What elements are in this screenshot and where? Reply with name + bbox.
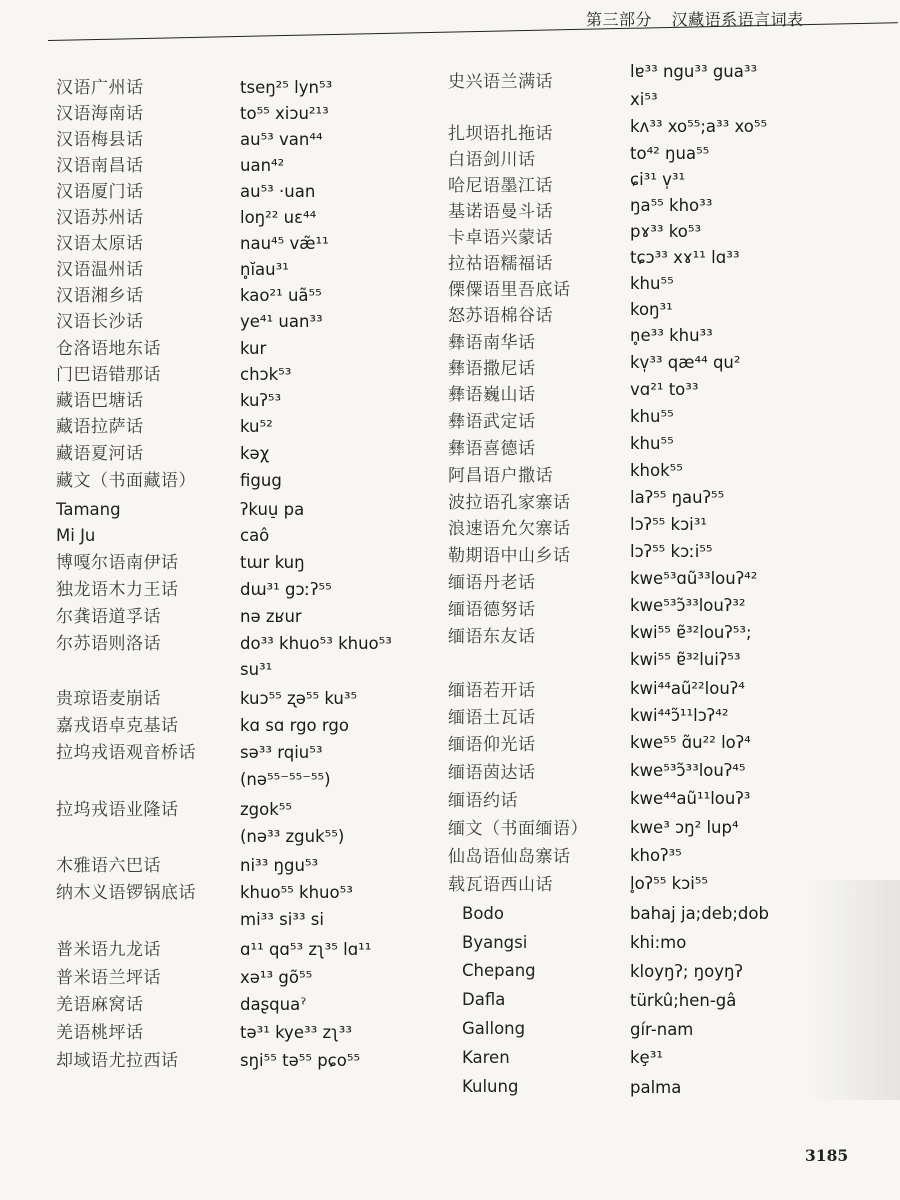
language-name: 汉语南昌话 — [56, 156, 144, 176]
language-name: 羌语桃坪话 — [56, 1023, 144, 1043]
word-form: l̥oʔ⁵⁵ kɔi⁵⁵ — [630, 874, 709, 893]
word-form: kwe⁵³ɔ̃³³louʔ⁴⁵ — [630, 761, 746, 780]
word-form: kv̩³³ qæ⁴⁴ qu² — [630, 353, 741, 372]
word-form: kwi⁴⁴aũ²²louʔ⁴ — [630, 679, 745, 698]
word-form: ɑ¹¹ qɑ⁵³ zʅ³⁵ lɑ¹¹ — [240, 940, 372, 959]
language-name: 尔龚语道孚话 — [56, 607, 161, 627]
word-form: kʌ³³ xo⁵⁵;a³³ xo⁵⁵ — [630, 117, 768, 136]
word-form: dɯ³¹ gɔːʔ⁵⁵ — [240, 580, 332, 599]
language-name: 藏语夏河话 — [56, 444, 144, 464]
word-form: xə¹³ gõ⁵⁵ — [240, 968, 313, 987]
word-form: kao²¹ uã⁵⁵ — [240, 286, 322, 305]
language-name: 缅语土瓦话 — [448, 708, 536, 728]
word-form-continued: xi⁵³ — [630, 90, 658, 109]
word-form: khu⁵⁵ — [630, 407, 674, 426]
language-name: 拉坞戎语业隆话 — [56, 800, 179, 820]
word-form: kɑ sɑ rgo rgo — [240, 716, 349, 735]
language-name: 勒期语中山乡话 — [448, 546, 571, 566]
word-form: kwi⁴⁴ɔ̃¹¹lɔʔ⁴² — [630, 706, 729, 725]
word-form: nau⁴⁵ væ̃¹¹ — [240, 234, 329, 253]
word-form: ni³³ ŋgu⁵³ — [240, 856, 319, 875]
word-form: khoʔ³⁵ — [630, 846, 682, 865]
language-name: 史兴语兰满话 — [448, 72, 553, 92]
language-name: 基诺语曼斗话 — [448, 202, 553, 222]
language-name: 阿昌语户撒话 — [448, 466, 553, 486]
word-form: tseŋ²⁵ lyn⁵³ — [240, 78, 333, 97]
language-name: 拉坞戎语观音桥话 — [56, 743, 196, 763]
word-form: au⁵³ ·uan — [240, 182, 316, 201]
word-form: zgok⁵⁵ — [240, 800, 293, 819]
language-name: 尔苏语则洛话 — [56, 634, 161, 654]
language-name: Tamang — [56, 500, 121, 519]
language-name: 汉语梅县话 — [56, 130, 144, 150]
word-form: türkû;hen-gâ — [630, 991, 737, 1010]
language-name: Byangsi — [462, 933, 528, 952]
word-form: kwe⁵³ɑũ³³louʔ⁴² — [630, 569, 758, 588]
word-form: laʔ⁵⁵ ŋauʔ⁵⁵ — [630, 488, 725, 507]
word-form: daʂquaˀ — [240, 995, 307, 1014]
language-name: 缅语东友话 — [448, 627, 536, 647]
language-name: 汉语长沙话 — [56, 312, 144, 332]
language-name: Dafla — [462, 990, 506, 1009]
word-form: n̥e³³ khu³³ — [630, 326, 713, 345]
word-form: tɕɔ³³ xɤ¹¹ lɑ³³ — [630, 248, 740, 267]
word-form: kwi⁵⁵ ɐ̃³²louʔ⁵³; — [630, 623, 752, 642]
language-name: 嘉戎语卓克基话 — [56, 716, 179, 736]
word-form-variant: (nə⁵⁵⁻⁵⁵⁻⁵⁵) — [240, 770, 331, 789]
language-name: 藏语巴塘话 — [56, 391, 144, 411]
language-name: 扎坝语扎拖话 — [448, 124, 553, 144]
language-name: 却域语尤拉西话 — [56, 1051, 179, 1071]
word-form: au⁵³ van⁴⁴ — [240, 130, 323, 149]
language-name: 哈尼语墨江话 — [448, 176, 553, 196]
language-name: Karen — [462, 1048, 510, 1067]
language-name: 缅语茵达话 — [448, 763, 536, 783]
word-form: chɔk⁵³ — [240, 365, 292, 384]
language-name: Kulung — [462, 1077, 519, 1096]
language-name: 缅语德努话 — [448, 600, 536, 620]
word-form: tɯr kuŋ — [240, 553, 305, 572]
word-form: ɕi³¹ v̩³¹ — [630, 170, 686, 189]
word-form: to⁴² ŋua⁵⁵ — [630, 144, 710, 163]
word-form: sə³³ rqiu⁵³ — [240, 743, 323, 762]
language-name: 波拉语孔家寨话 — [448, 493, 571, 513]
language-name: 纳木义语锣锅底话 — [56, 883, 196, 903]
language-name: 载瓦语西山话 — [448, 875, 553, 895]
word-form-continued: kwi⁵⁵ ɐ̃³²luiʔ⁵³ — [630, 650, 741, 669]
word-form-continued: su³¹ — [240, 660, 273, 679]
right-form-column — [630, 60, 830, 1110]
language-name: 贵琼语麦崩话 — [56, 689, 161, 709]
left-language-column — [56, 76, 241, 1086]
word-form: do³³ khuo⁵³ khuo⁵³ — [240, 634, 392, 653]
word-form: koŋ³¹ — [630, 300, 673, 319]
word-form: n̥ĭau³¹ — [240, 260, 289, 279]
word-form-variant: (nə³³ zguk⁵⁵) — [240, 827, 345, 846]
word-form: kȩ³¹ — [630, 1048, 663, 1067]
language-name: 缅语丹老话 — [448, 573, 536, 593]
language-name: 汉语广州话 — [56, 78, 144, 98]
word-form: palma — [630, 1078, 682, 1097]
language-name: 拉祜语糯福话 — [448, 254, 553, 274]
header-title: 汉藏语系语言词表 — [671, 10, 804, 29]
word-form: gír-nam — [630, 1020, 694, 1039]
word-form: kur — [240, 339, 267, 358]
word-form: lɔʔ⁵⁵ kɔːi⁵⁵ — [630, 542, 713, 561]
language-name: 汉语温州话 — [56, 260, 144, 280]
word-form: kloyŋʔ; ŋoyŋʔ — [630, 962, 743, 981]
word-form: khuo⁵⁵ khuo⁵³ — [240, 883, 353, 902]
word-form: kuʔ⁵³ — [240, 391, 282, 410]
language-name: 羌语麻窝话 — [56, 995, 144, 1015]
word-form: kwe⁵³ɔ̃³³louʔ³² — [630, 596, 746, 615]
word-form: khi:mo — [630, 933, 687, 952]
language-name: 彝语巍山话 — [448, 385, 536, 405]
word-form: ʔkuu̠ pa — [240, 500, 305, 519]
language-name: 汉语太原话 — [56, 234, 144, 254]
right-language-column — [448, 70, 633, 1110]
word-form: kwe⁵⁵ ɑ̃u²² loʔ⁴ — [630, 733, 751, 752]
language-name: 彝语喜德话 — [448, 439, 536, 459]
word-form: khu⁵⁵ — [630, 274, 674, 293]
word-form: lɔʔ⁵⁵ kɔi³¹ — [630, 515, 707, 534]
word-form: kuɔ⁵⁵ ʐə⁵⁵ ku³⁵ — [240, 689, 358, 708]
language-name: 普米语兰坪话 — [56, 968, 161, 988]
language-name: Bodo — [462, 904, 504, 923]
word-form: caô — [240, 526, 270, 545]
word-form: figug — [240, 471, 282, 490]
word-form: ŋa⁵⁵ kho³³ — [630, 196, 713, 215]
word-form: pɤ³³ ko⁵³ — [630, 222, 702, 241]
word-form: uan⁴² — [240, 156, 285, 175]
word-form: kwe³ ɔŋ² lup⁴ — [630, 818, 739, 837]
left-form-column — [240, 76, 440, 1086]
language-name: 白语剑川话 — [448, 150, 536, 170]
word-form-continued: mi³³ si³³ si — [240, 910, 324, 929]
language-name: 傈僳语里吾底话 — [448, 280, 571, 300]
word-form: vɑ²¹ to³³ — [630, 380, 699, 399]
language-name: 汉语湘乡话 — [56, 286, 144, 306]
scan-shadow — [810, 880, 900, 1100]
language-name: 木雅语六巴话 — [56, 856, 161, 876]
language-name: 独龙语木力王话 — [56, 580, 179, 600]
language-name: 彝语撒尼话 — [448, 359, 536, 379]
word-form: lɐ³³ ngu³³ gua³³ — [630, 62, 758, 81]
language-name: 彝语南华话 — [448, 333, 536, 353]
language-name: 汉语厦门话 — [56, 182, 144, 202]
language-name: 博嘎尔语南伊话 — [56, 553, 179, 573]
language-name: 汉语海南话 — [56, 104, 144, 124]
word-form: kəχ — [240, 444, 270, 463]
language-name: Gallong — [462, 1019, 526, 1038]
word-form: to⁵⁵ xiɔu²¹³ — [240, 104, 329, 123]
language-name: 缅语若开话 — [448, 681, 536, 701]
page-number: 3185 — [805, 1146, 849, 1165]
language-name: 卡卓语兴蒙话 — [448, 228, 553, 248]
word-form: khok⁵⁵ — [630, 461, 683, 480]
language-name: 普米语九龙话 — [56, 940, 161, 960]
language-name: Chepang — [462, 961, 536, 980]
language-name: 门巴语错那话 — [56, 365, 161, 385]
header-part: 第三部分 — [586, 10, 653, 29]
language-name: 彝语武定话 — [448, 412, 536, 432]
word-form: khu⁵⁵ — [630, 434, 674, 453]
language-name: 缅语仰光话 — [448, 735, 536, 755]
language-name: 藏语拉萨话 — [56, 417, 144, 437]
language-name: 仙岛语仙岛寨话 — [448, 847, 571, 867]
word-form: nə zʁur — [240, 607, 302, 626]
language-name: 缅语约话 — [448, 791, 518, 811]
word-form: loŋ²² uɛ⁴⁴ — [240, 208, 317, 227]
header-rule — [48, 22, 898, 41]
word-form: kwe⁴⁴aũ¹¹louʔ³ — [630, 789, 751, 808]
word-form: ye⁴¹ uan³³ — [240, 312, 323, 331]
language-name: 怒苏语棉谷话 — [448, 306, 553, 326]
word-form: tə³¹ kye³³ zʅ³³ — [240, 1023, 352, 1042]
language-name: 浪速语允欠寨话 — [448, 519, 571, 539]
language-name: 汉语苏州话 — [56, 208, 144, 228]
language-name: 仓洛语地东话 — [56, 339, 161, 359]
language-name: 藏文（书面藏语） — [56, 471, 196, 491]
word-form: sŋi⁵⁵ tə⁵⁵ pɕo⁵⁵ — [240, 1051, 361, 1070]
language-name: 缅文（书面缅语） — [448, 819, 588, 839]
word-form: bahaj ja;deb;dob — [630, 904, 769, 923]
word-form: ku⁵² — [240, 417, 273, 436]
language-name: Mi Ju — [56, 526, 96, 545]
